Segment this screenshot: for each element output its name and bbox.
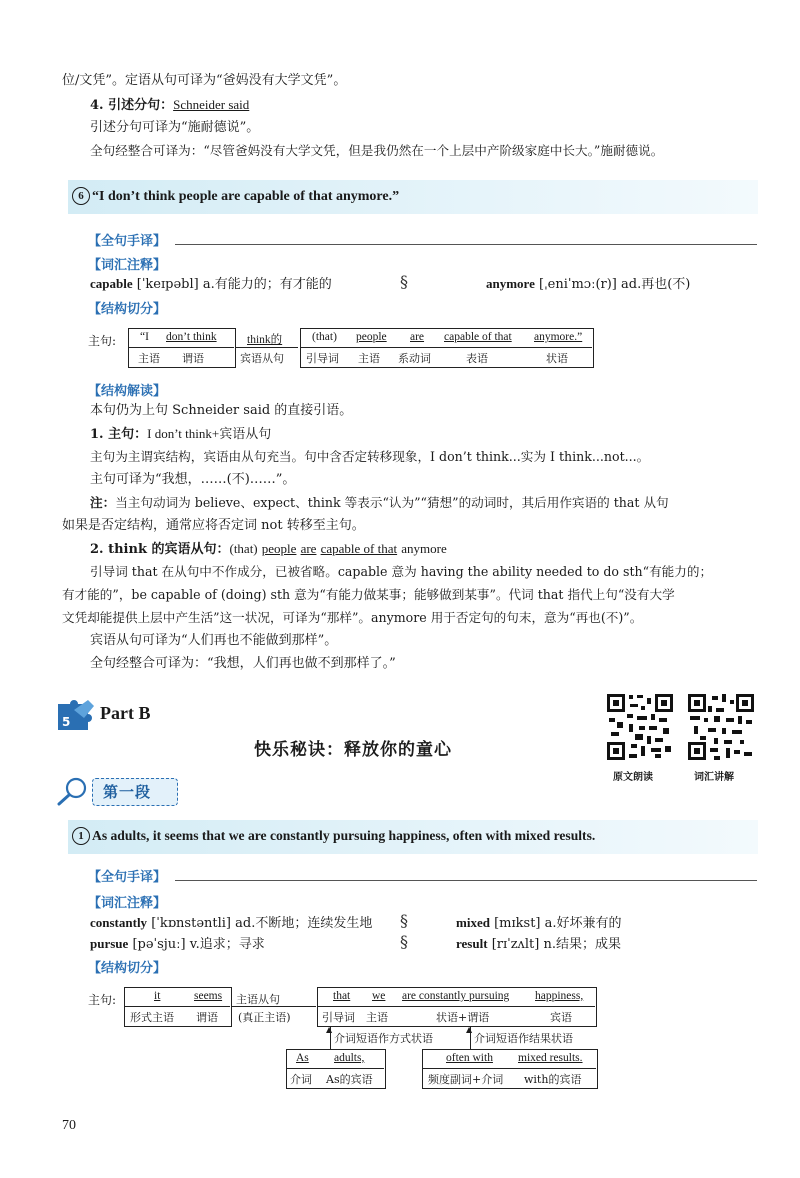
connector-label: (真正主语) (238, 1011, 291, 1024)
vocab-phonetic: [ˌeniˈmɔː(r)] (539, 277, 617, 292)
vocab-phonetic: [pəˈsjuː] (132, 937, 186, 952)
structure-label: 【结构切分】 (88, 301, 167, 316)
vocab-word: result (456, 936, 488, 951)
note-label: 注： (90, 495, 116, 510)
svg-text:5: 5 (62, 715, 71, 729)
vocab-phonetic: [mɪkst] (494, 916, 541, 931)
word-label: 谓语 (182, 352, 204, 365)
vocab-item-mixed (456, 914, 622, 933)
connector-line (236, 347, 298, 348)
magnifier-icon (56, 776, 90, 806)
connector-line (232, 1006, 316, 1007)
vocab-definition: ad.再也(不) (621, 277, 691, 292)
word-label: 引导词 (322, 1011, 355, 1024)
phrase-part: people (261, 541, 297, 556)
sub-label: 介词短语作方式状语 (334, 1032, 433, 1045)
divider (124, 1006, 230, 1007)
vocab-definition: a.好坏兼有的 (544, 916, 622, 931)
word-label: 谓语 (196, 1011, 218, 1024)
word: it (154, 990, 161, 1002)
analysis-line: 如果是否定结构，通常应将否定词 not 转移至主句。 (62, 518, 365, 533)
vocab-phonetic: [ˈkɒnstəntli] (151, 916, 231, 931)
qr-label: 词汇讲解 (694, 772, 734, 783)
word-label: 主语 (138, 352, 160, 365)
full-translation-line: 全句经整合可译为：“尽管爸妈没有大学文凭，但是我仍然在一个上层中产阶级家庭中长大。”施耐德说。 (90, 143, 664, 158)
vocab-word: mixed (456, 915, 490, 930)
note-text: 当主句动词为 believe、expect、think 等表示“认为”“猜想”的动词时，其后用作宾语的 that 从句 (115, 495, 669, 510)
analysis-heading-label: 2. think 的宾语从句： (90, 542, 230, 557)
main-clause-label: 主句: (88, 334, 117, 348)
divider (286, 1068, 384, 1069)
sub-label: 介词短语作结果状语 (474, 1032, 573, 1045)
vocab-word: pursue (90, 936, 129, 951)
word-label: 形式主语 (130, 1011, 174, 1024)
word: seems (194, 990, 223, 1002)
vocab-item-anymore (486, 275, 690, 294)
word: capable of that (444, 331, 512, 343)
word: (that) (312, 331, 337, 343)
connector-word: 主语从句 (236, 993, 280, 1006)
divider (422, 1068, 596, 1069)
divider (317, 1006, 595, 1007)
vocab-phonetic: [rɪˈzʌlt] (491, 937, 540, 952)
word: are constantly pursuing (402, 990, 510, 1002)
translation-label: 【全句手译】 (88, 869, 167, 884)
analysis-heading-phrase: I don’t think+宾语从句 (147, 426, 272, 441)
word: don’t think (166, 331, 217, 343)
vocab-definition: a.有能力的；有才能的 (202, 277, 332, 292)
analysis-heading-object (90, 540, 447, 559)
word: that (333, 990, 351, 1002)
sentence-1-english: As adults, it seems that we are constantly pursuing happiness, often with mixed results. (92, 828, 596, 843)
analysis-heading-label: 1. 主句： (90, 427, 148, 442)
vocab-item-pursue (90, 935, 265, 954)
sentence-6-text (72, 187, 399, 205)
paragraph-label: 第一段 (103, 783, 152, 801)
word: adults, (334, 1052, 365, 1064)
analysis-line: 全句经整合可译为：“我想，人们再也做不到那样了。” (90, 656, 396, 671)
vocab-item-constantly (90, 914, 372, 933)
phrase-part: (that) (229, 541, 258, 556)
part-b-label: Part B (100, 703, 151, 723)
word-label: 系动词 (398, 352, 431, 365)
analysis-label: 【结构解读】 (88, 383, 167, 398)
divider-glyph: § (400, 911, 408, 930)
vocab-word: anymore (486, 276, 535, 291)
sentence-number: 6 (72, 187, 90, 205)
vocab-item-capable (90, 275, 332, 294)
analysis-line: 文凭却能提供上层中产生活”这一状况，可译为“那样”。anymore 用于否定句的句末，意为“再也(不)”。 (62, 610, 643, 625)
word-label: 频度副词+介词 (428, 1073, 504, 1086)
translation-fill-line[interactable] (175, 880, 757, 881)
sentence-1-text (72, 827, 595, 845)
continued-text-line: 位/文凭”。定语从句可译为“爸妈没有大学文凭”。 (62, 73, 347, 88)
word: mixed results. (518, 1052, 583, 1064)
word: are (410, 331, 425, 343)
qr-code-reading[interactable] (605, 692, 675, 762)
quote-clause-translation: 引述分句可译为“施耐德说”。 (90, 120, 260, 135)
phrase-part: are (300, 541, 317, 556)
word-label: 表语 (466, 352, 488, 365)
vocab-definition: v.追求；寻求 (189, 937, 265, 952)
word: anymore.” (534, 331, 583, 343)
analysis-note (90, 494, 669, 512)
phrase-part: anymore (401, 541, 447, 556)
word: As (296, 1052, 309, 1064)
word-label: 介词 (290, 1073, 312, 1086)
arrow-up-icon: ▲ (326, 1025, 333, 1034)
vocab-label: 【词汇注释】 (88, 257, 167, 272)
analysis-line: 有才能的”，be capable of (doing) sth 意为“有能力做某事；能够做到某事”。代词 that 指代上句“没有大学 (62, 587, 675, 602)
word-label: 引导词 (306, 352, 339, 365)
word-label: As的宾语 (326, 1073, 373, 1086)
sentence-number: 1 (72, 827, 90, 845)
divider (300, 347, 592, 348)
word-label: 状语 (546, 352, 568, 365)
analysis-line: 主句为主谓宾结构，宾语由从句充当。句中含否定转移现象，I don’t think...实为 I think...not...。 (90, 449, 650, 464)
part-b-title: 快乐秘诀：释放你的童心 (254, 740, 452, 760)
vocab-phonetic: [ˈkeɪpəbl] (136, 277, 199, 292)
phrase-part: capable of that (320, 541, 398, 556)
heading-quote-clause (90, 96, 249, 115)
heading-label: 4. 引述分句： (90, 98, 174, 113)
word: happiness, (535, 990, 584, 1002)
word-label: 状语+谓语 (436, 1011, 490, 1024)
analysis-line: 引导词 that 在从句中不作成分，已被省略。capable 意为 having the ability needed to do sth“有能力的； (90, 564, 713, 579)
word: we (372, 990, 386, 1002)
vocab-definition: n.结果；成果 (543, 937, 622, 952)
word-label: 主语 (358, 352, 380, 365)
heading-phrase: Schneider said (173, 97, 250, 112)
main-clause-label: 主句: (88, 993, 117, 1007)
vocab-word: capable (90, 276, 133, 291)
translation-fill-line[interactable] (175, 244, 757, 245)
analysis-heading-main (90, 425, 271, 444)
qr-code-vocab[interactable] (686, 692, 756, 762)
qr-label: 原文朗读 (613, 772, 653, 783)
vocab-item-result (456, 935, 621, 954)
translation-label: 【全句手译】 (88, 233, 167, 248)
page-number: 70 (62, 1118, 76, 1133)
word: “I (140, 331, 149, 343)
word-label: 宾语 (550, 1011, 572, 1024)
word: people (356, 331, 387, 343)
arrow-up-icon: ▲ (466, 1025, 473, 1034)
vocab-definition: ad.不断地；连续发生地 (235, 916, 373, 931)
vocab-word: constantly (90, 915, 148, 930)
divider-glyph: § (400, 932, 408, 951)
analysis-line: 本句仍为上句 Schneider said 的直接引语。 (90, 403, 353, 418)
analysis-line: 主句可译为“我想，……(不)……”。 (90, 472, 296, 487)
divider-glyph: § (400, 272, 408, 291)
word-label: 主语 (366, 1011, 388, 1024)
puzzle-icon (56, 696, 96, 732)
connector-label: 宾语从句 (240, 352, 284, 365)
sentence-6-english: “I don’t think people are capable of that anymore.” (92, 189, 400, 204)
connector-word: think的 (247, 334, 283, 346)
divider (128, 347, 234, 348)
structure-label: 【结构切分】 (88, 960, 167, 975)
word: often with (446, 1052, 493, 1064)
vocab-label: 【词汇注释】 (88, 895, 167, 910)
analysis-line: 宾语从句可译为“人们再也不能做到那样”。 (90, 633, 338, 648)
word-label: with的宾语 (524, 1073, 582, 1086)
